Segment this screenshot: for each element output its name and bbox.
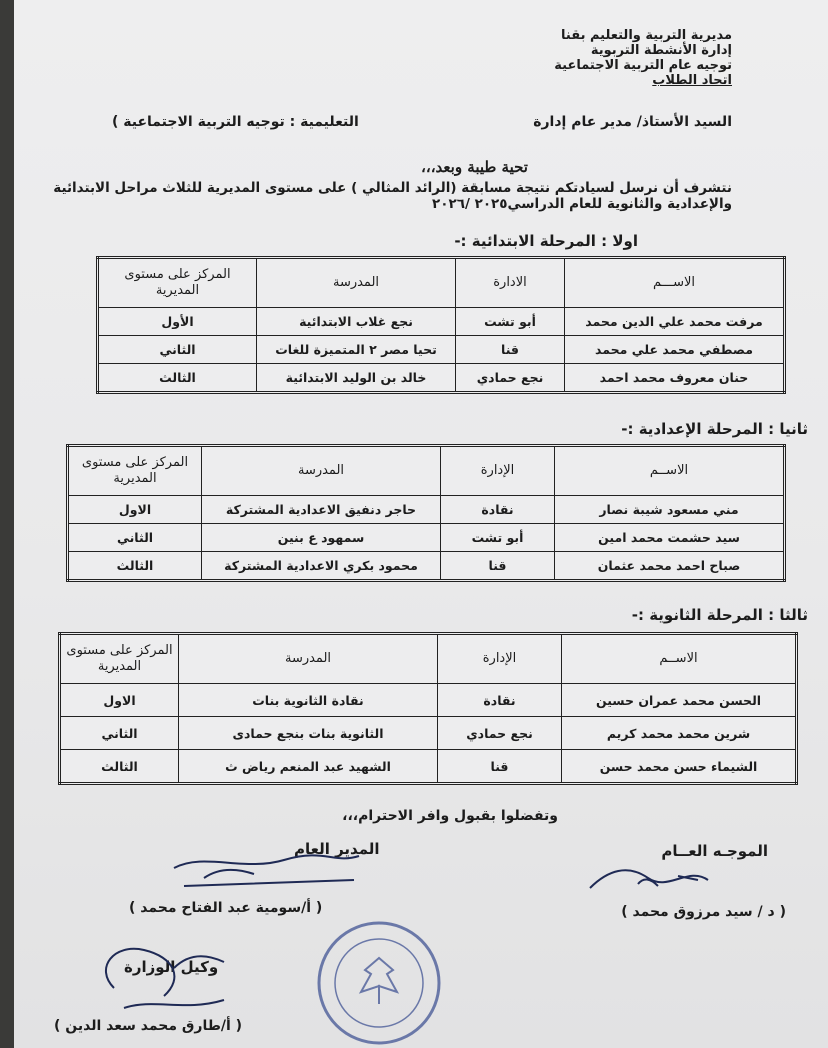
cell-admin: نجع حمادي (456, 364, 565, 393)
section-title-primary: اولا : المرحلة الابتدائية :- (454, 232, 638, 250)
addressee-title: السيد الأستاذ/ مدير عام إدارة (533, 114, 732, 130)
cell-name: صباح احمد محمد عثمان (555, 552, 785, 581)
general-director-signature (164, 842, 364, 892)
results-table-secondary (58, 632, 798, 785)
cell-school: نجع غلاب الابتدائية (257, 308, 456, 336)
cell-name: مصطفي محمد علي محمد (565, 336, 785, 364)
table-row (68, 552, 785, 581)
col-header-admin: الإدارة (441, 446, 555, 496)
letterhead-line: توجيه عام التربية الاجتماعية (554, 58, 732, 73)
cell-name: مني مسعود شيبة نصار (555, 496, 785, 524)
closing-line: وتفضلوا بقبول وافر الاحترام،،، (342, 808, 558, 824)
cell-name: مرفت محمد علي الدين محمد (565, 308, 785, 336)
cell-admin: قنا (438, 750, 562, 784)
cell-rank: الثاني (60, 717, 179, 750)
cell-rank: الاول (60, 684, 179, 717)
letterhead-line: اتحاد الطلاب (652, 73, 732, 88)
cell-school: سمهود ع بنين (202, 524, 441, 552)
section-title-preparatory: ثانيا : المرحلة الإعدادية :- (621, 420, 808, 438)
table-row (98, 336, 785, 364)
table-row (68, 496, 785, 524)
table-row (68, 524, 785, 552)
cell-rank: الثالث (60, 750, 179, 784)
cell-name: سيد حشمت محمد امين (555, 524, 785, 552)
cell-admin: قنا (441, 552, 555, 581)
document-page (14, 0, 828, 1048)
cell-rank: الثاني (68, 524, 202, 552)
table-row (98, 364, 785, 393)
col-header-admin: الادارة (456, 258, 565, 308)
col-header-name: الاســـم (565, 258, 785, 308)
results-table-primary (96, 256, 786, 394)
cell-school: تحيا مصر ٢ المتميزة للغات (257, 336, 456, 364)
cell-rank: الثاني (98, 336, 257, 364)
section-title-secondary: ثالثا : المرحلة الثانوية :- (631, 606, 808, 624)
addressee-line (112, 114, 732, 130)
undersecretary-title: وكيل الوزارة (124, 958, 219, 976)
cell-admin: نجع حمادي (438, 717, 562, 750)
cell-admin: نقادة (438, 684, 562, 717)
results-table-preparatory (66, 444, 786, 582)
cell-school: حاجر دنفيق الاعدادية المشتركة (202, 496, 441, 524)
cell-rank: الثالث (98, 364, 257, 393)
cell-admin: نقادة (441, 496, 555, 524)
cell-rank: الاول (68, 496, 202, 524)
cell-name: حنان معروف محمد احمد (565, 364, 785, 393)
col-header-school: المدرسة (202, 446, 441, 496)
col-header-admin: الإدارة (438, 634, 562, 684)
cell-admin: أبو تشت (456, 308, 565, 336)
letterhead-line: إدارة الأنشطة التربوية (590, 43, 732, 58)
col-header-rank: المركز على مستوى المديرية (68, 446, 202, 496)
general-director-title: المدير العام (294, 840, 380, 858)
cell-school: الثانوية بنات بنجع حمادى (179, 717, 438, 750)
cell-school: نقادة الثانوية بنات (179, 684, 438, 717)
table-row (60, 684, 797, 717)
undersecretary-name: ( أ/طارق محمد سعد الدين ) (54, 1018, 243, 1034)
cell-rank: الثالث (68, 552, 202, 581)
col-header-name: الاســم (562, 634, 797, 684)
col-header-rank: المركز على مستوى المديرية (98, 258, 257, 308)
cell-name: الشيماء حسن محمد حسن (562, 750, 797, 784)
cell-school: الشهيد عبد المنعم رياض ث (179, 750, 438, 784)
table-row (98, 308, 785, 336)
letterhead (554, 28, 732, 88)
col-header-rank: المركز على مستوى المديرية (60, 634, 179, 684)
cell-name: الحسن محمد عمران حسين (562, 684, 797, 717)
general-supervisor-title: الموجـه العــام (661, 842, 768, 860)
cell-rank: الأول (98, 308, 257, 336)
letterhead-line: مديرية التربية والتعليم بقنا (561, 28, 732, 43)
col-header-school: المدرسة (257, 258, 456, 308)
table-row (60, 750, 797, 784)
greeting: تحية طيبة وبعد،،، (421, 158, 528, 176)
col-header-name: الاســم (555, 446, 785, 496)
intro-paragraph: نتشرف أن نرسل لسيادتكم نتيجة مسابقة (الرائد المثالي ) على مستوى المديرية للثلاث مراحل الابتدائية والإعدادية والثانوية للعام الدراسي٢٠٢٥ /٢٠٢٦ (53, 180, 732, 212)
addressee-department: التعليمية : توجيه التربية الاجتماعية ) (112, 114, 359, 130)
cell-admin: قنا (456, 336, 565, 364)
col-header-school: المدرسة (179, 634, 438, 684)
general-director-name: ( أ/سومية عبد الفتاح محمد ) (129, 900, 323, 916)
cell-school: محمود بكري الاعدادية المشتركة (202, 552, 441, 581)
official-seal (314, 918, 444, 1048)
cell-admin: أبو تشت (441, 524, 555, 552)
table-row (60, 717, 797, 750)
general-supervisor-name: ( د / سيد مرزوق محمد ) (621, 904, 786, 920)
cell-school: خالد بن الوليد الابتدائية (257, 364, 456, 393)
general-supervisor-signature (578, 858, 718, 904)
cell-name: شرين محمد محمد كريم (562, 717, 797, 750)
undersecretary-signature (84, 938, 244, 1018)
